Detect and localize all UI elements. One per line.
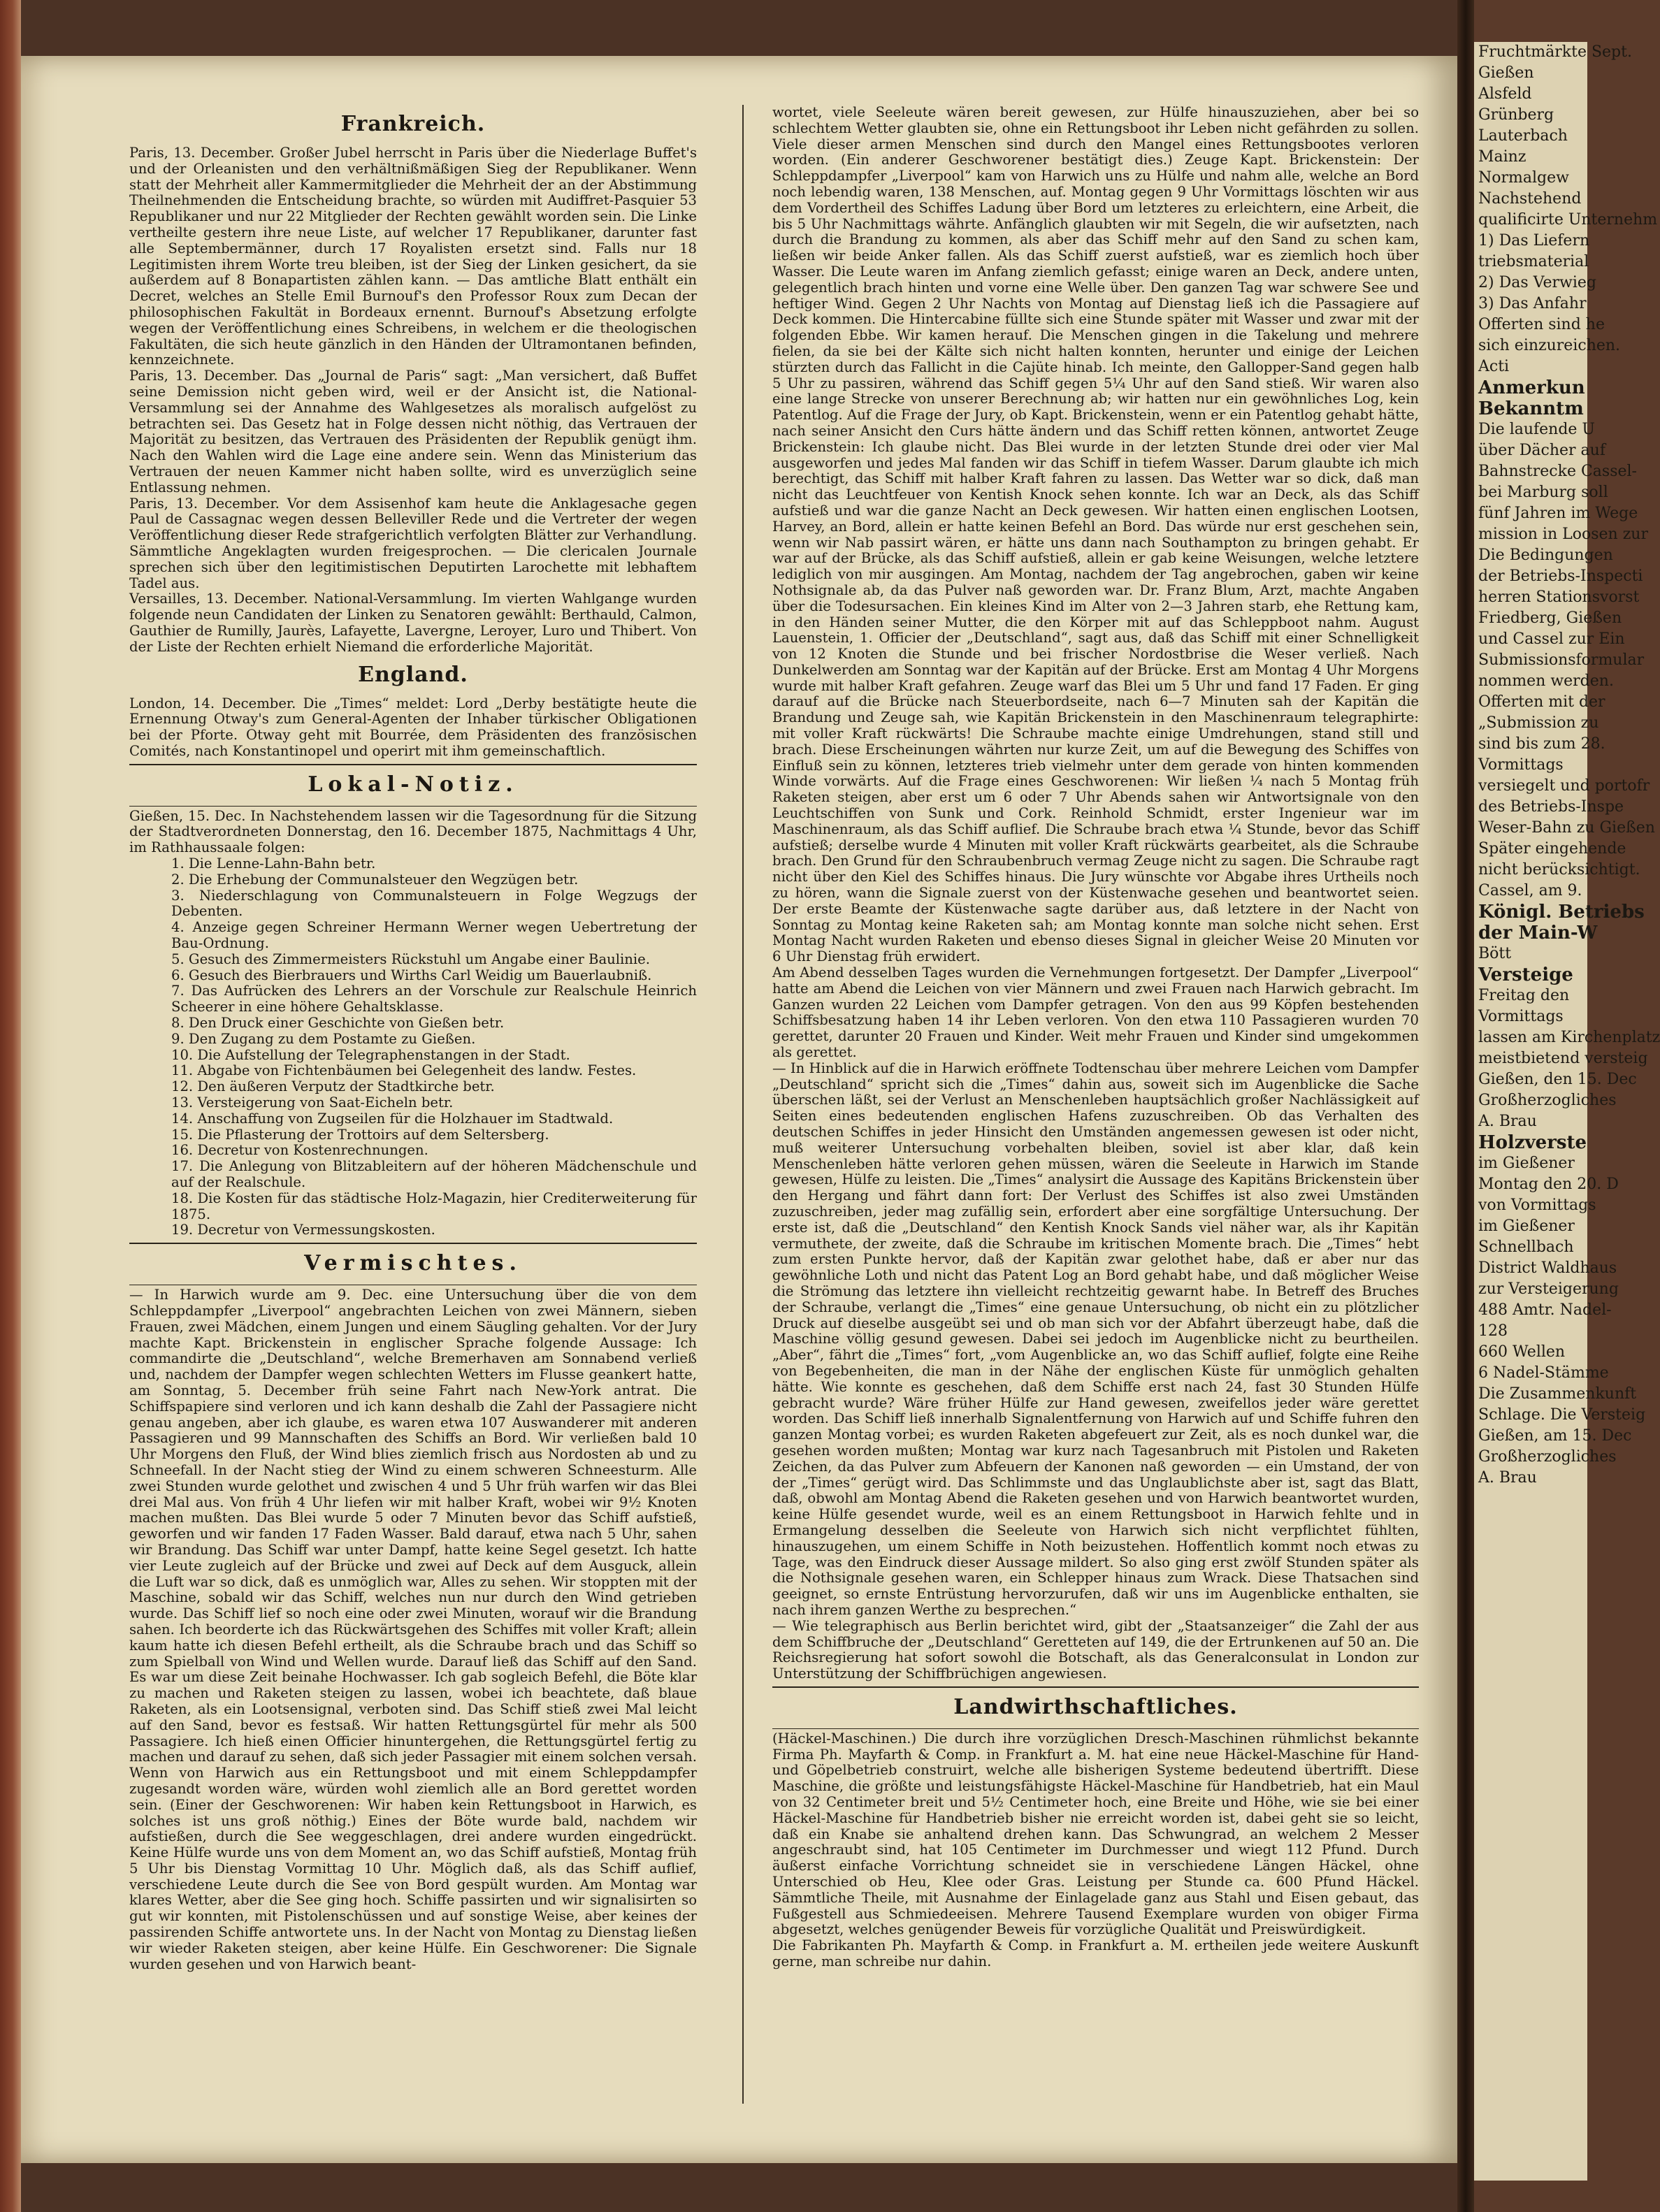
adjacent-page-line: Gießen — [1478, 64, 1534, 82]
adjacent-page-line: versiegelt und portofr — [1478, 777, 1650, 795]
adjacent-page-line: Cassel, am 9. — [1478, 882, 1582, 899]
article-harwich-cont: wortet, viele Seeleute wären bereit gewesen, zur Hülfe hinauszuziehen, aber bei so schlechtem Wetter glaubten sie, ohne ein Rettungsboot ihr Leben nicht gefährden zu sollen. Viele dieser armen Menschen sind durch den Mangel eines Rettungsbootes verloren worden. (Ein anderer Geschworener bestätigt dies.) Zeuge Kapt. Brickenstein: Der Schleppdampfer „Liverpool“ kam von Harwich uns zu Hülfe und nahm alle, welche an Bord noch lebendig waren, 138 Menschen, auf. Montag gegen 9 Uhr Vormittags löschten wir aus dem Vordertheil des Schiffes Ladung über Bord um letzteres zu erleichtern, eine Arbeit, die bis 5 Uhr Nachmittags währte. Anfänglich glaubten wir mit Segeln, die wir aufsetzten, nach durch die Brandung zu kommen, als aber das Schiff mehr auf den Sand zu schen kam, ließen wir beide Anker fallen. Als das Schiff zuerst aufstieß, war es ziemlich hoch über Wasser. Die Leute waren im Anfang ziemlich gefasst; einige waren an Deck, andere unten, gelegentlich brach hinten und vorne eine Welle über. Den ganzen Tag war schwere See und heftiger Wind. Gegen 2 Uhr Nachts von Montag auf Dienstag ließ ich die Passagiere auf Deck kommen. Die Hintercabine füllte sich eine Stunde später mit Wasser und zwar mit der folgenden Ebbe. Wir kamen herauf. Die Menschen gingen in die Takelung und mehrere fielen, da sie bei der Kälte sich nicht halten konnten, herunter und einige der Leichen stürzten durch das Fallicht in die Cajüte hinab. Ich meinte, den Gallopper-Sand gegen halb 5 Uhr zu passiren, während das Schiff gegen 5¼ Uhr auf den Sand stieß. Wir waren also eine lange Strecke von unserer Berechnung ab; wir hatten nur ein gewöhnliches Log, kein Patentlog. Auf die Frage der Jury, ob Kapt. Brickenstein, wenn er ein Patentlog gehabt hätte, nach seiner Ansicht den Curs hätte ändern und das Schiff retten können, antwortet Zeuge Brickenstein: Ich glaube nicht. Das Blei wurde in der letzten Stunde drei oder vier Mal ausgeworfen und jedes Mal fanden wir das Schiff in tiefem Wasser. Darum glaubte ich mich berechtigt, das Schiff mit halber Kraft fahren zu lassen. Das Wetter war so dick, daß man nicht das Leuchtfeuer von Kentish Knock sehen konnte. Ich war an Deck, als das Schiff aufstieß und war die ganze Nacht an Deck gewesen. Wir hatten einen englischen Lootsen, Harvey, an Bord, allein er hatte keinen Befehl an Bord. Das würde nur erst geschehen sein, wenn wir Nab passirt wären, er hätte uns dann nach Southampton zu bringen gehabt. Er war auf der Brücke, als das Schiff aufstieß, allein er gab keine Weisungen, welche letztere lediglich von mir ausgingen. Am Montag, nachdem der Tag angebrochen, gaben wir keine Nothsignale ab, da das Pulver naß geworden war. Dr. Franz Blum, Arzt, machte Angaben über die Todesursachen. Ein kleines Kind im Alter von 2—3 Jahren starb, ehe Rettung kam, in den Händen seiner Mutter, die den Körper mit auf das Schleppboot nahm. August Lauenstein, 1. Officier der „Deutschland“, sagt aus, daß das Schiff mit einer Schnelligkeit von 12 Knoten die Stunde und bei frischer Nordostbrise die Weser verließ. Nach Dunkelwerden am Sonntag war der Kapitän auf der Brücke. Erst am Montag 4 Uhr Morgens wurde mit halber Kraft gefahren. Zeuge warf das Blei um 5 Uhr und fand 17 Faden. Er ging darauf auf die Brücke nach Steuerbordseite, nach 6—7 Minuten sah der Kapitän die Brandung und Zeuge sah, wie Kapitän Brickenstein in den Maschinenraum telegraphirte: mit voller Kraft rückwärts! Die Schraube machte einige Umdrehungen, stand still und brach. Diese Erscheinungen währten nur kurze Zeit, um auf die Bewegung des Schiffes von Einfluß sein zu können, letzteres trieb vielmehr unter dem gerade von hinten kommenden Winde vorwärts. Auf die Frage eines Geschworenen: Wir ließen ¼ nach 5 Montag früh Raketen steigen, aber erst um 6 oder 7 Uhr Abends sahen wir Antwortsignale von den Leuchtschiffen von Sunk und Cork. Reinhold Schmidt, erster Ingenieur war im Maschinenraum, als das Schiff auflief. Die Schraube brach etwa ¼ Stunde, bevor das Schiff aufstieß; derselbe wurde 4 Minuten mit voller Kraft rückwärts gearbeitet, als die Schraube brach. Den Grund für den Schraubenbruch vermag Zeuge nicht zu sagen. Die Schraube ragt nicht über den Kiel des Schiffes hinaus. Die Jury wünschte vor Abgabe ihres Urtheils noch zu hören, wann die Signale zuerst von der Küstenwache gesehen und beantwortet seien. Der erste Beamte der Küstenwache sagte darüber aus, daß letztere in der Nacht von Sonntag zu Montag keine Raketen sah; am Montag konnte man solche nicht sehen. Erst Montag Nacht wurden Raketen und ebenso dieses Signal in gleicher Weise 20 Minuten vor 6 Uhr Dienstag früh erwidert. — [772, 104, 1419, 965]
adjacent-page-line: Die laufende U — [1478, 421, 1595, 438]
agenda-item: 3. Niederschlagung von Communalsteuern in Folge Wegzugs der Debenten. — [171, 887, 697, 920]
column-divider — [742, 105, 744, 2104]
article-paris-2: Paris, 13. December. Das „Journal de Paris“ sagt: „Man versichert, daß Buffet seine Demission nicht geben wird, weil er der Ansicht ist, die National-Versammlung sei der Annahme des Wahlgesetzes als moralisch aufgelöst zu betrachten sei. Das Gesetz hat in Folge dessen nicht nöthig, das Vertrauen der Majorität zu besitzen, das Vertrauen des Präsidenten der Republik genügt ihm. Nach den Wahlen wird die Lage eine andere sein. Wenn das Ministerium das Vertrauen der neuen Kammer nicht haben sollte, wird es unverzüglich seine Entlassung nehmen. — [129, 368, 697, 496]
adjacent-page-line: von Vormittags — [1478, 1197, 1596, 1214]
agenda-item: 6. Gesuch des Bierbrauers und Wirths Carl Weidig um Bauerlaubniß. — [171, 967, 652, 983]
adjacent-page-line: sich einzureichen. — [1478, 337, 1621, 354]
agenda-item: 15. Die Pflasterung der Trottoirs auf dem Seltersberg. — [171, 1126, 549, 1143]
adjacent-page-line: und Cassel zur Ein — [1478, 630, 1625, 648]
section-heading-vermischtes: Vermischtes. — [304, 1251, 522, 1276]
agenda-item: 14. Anschaffung von Zugseilen für die Holzhauer im Stadtwald. — [171, 1110, 614, 1127]
adjacent-page-line: Großherzogliches — [1478, 1092, 1617, 1109]
adjacent-page-line: Weser-Bahn zu Gießen — [1478, 819, 1655, 837]
adjacent-page-line: Freitag den — [1478, 987, 1570, 1004]
agenda-list — [129, 856, 697, 1238]
adjacent-page-line: District Waldhaus — [1478, 1259, 1617, 1277]
article-harwich: — In Harwich wurde am 9. Dec. eine Untersuchung über die von dem Schleppdampfer „Liverpool“ angebrachten Leichen von zwei Männern, sieben Frauen, zwei Mädchen, einem Jungen und einem Säugling gehalten. Vor der Jury machte Kapt. Brickenstein in englischer Sprache folgende Aussage: Ich commandirte die „Deutschland“, welche Bremerhaven am Sonnabend verließ und, nachdem der Dampfer wegen schlechten Wetters im Flusse geankert hatte, am Sonntag, 5. December früh seine Fahrt nach New-York antrat. Die Schiffspapiere sind verloren und ich kann deshalb die Zahl der Passagiere nicht genau angeben, aber ich glaube, es waren etwa 107 Auswanderer mit anderen Passagieren und 99 Mannschaften des Schiffs an Bord. Wir verließen bald 10 Uhr Morgens den Fluß, der Wind blies ziemlich frisch aus Nordosten ab und zu Schneefall. In der Nacht stieg der Wind zu einem schweren Schneesturm. Alle zwei Stunden wurde gelothet und zwischen 4 und 5 Uhr früh warfen wir das Blei drei Mal aus. Von früh 4 Uhr liefen wir mit halber Kraft, wobei wir 9½ Knoten machen mußten. Das Blei wurde 5 oder 7 Minuten bevor das Schiff aufstieß, geworfen und wir fanden 17 Faden Wasser. Bald darauf, etwa nach 5 Uhr, sahen wir Brandung. Das Schiff war unter Dampf, hatte keine Segel gesetzt. Ich hatte vier Leute zugleich auf der Brücke und zwei auf Deck auf dem Ausguck, allein die Luft war so dick, daß es unmöglich war, Alles zu sehen. Wir stoppten mit der Maschine, sobald wir das Schiff, welches nun nur durch den Wind getrieben wurde. Das Schiff lief so noch eine oder zwei Minuten, worauf wir die Brandung sahen. Ich beorderte ich das Rückwärtsgehen des Schiffes mit voller Kraft; allein kaum hatte ich diesen Befehl ertheilt, als die Schraube brach und das Schiff so zum Spielball von Wind und Wellen wurde. Darauf ließ das Schiff auf den Sand. Es war um diese Zeit beinahe Hochwasser. Ich gab sogleich Befehl, die Böte klar zu machen und Raketen steigen zu lassen, wobei ich beachtete, daß blaue Raketen, als ein Lootsensignal, verboten sind. Das Schiff stieß zwei Mal leicht auf den Sand, bevor es festsaß. Wir hatten Rettungsgürtel für mehr als 500 Passagiere. Ich hieß einen Officier hinuntergehen, die Rettungsgürtel fertig zu machen und darauf zu sehen, daß sich jeder Passagier mit einem solchen versah. Wenn von Harwich aus ein Rettungsboot und mit einem Schleppdampfer zugesandt worden wäre, würden wohl ziemlich alle an Bord gerettet worden sein. (Einer der Geschworenen: Wir haben kein Rettungsboot in Harwich, es solches ist uns groß nöthig.) Eines der Böte wurde bald, nachdem wir aufstießen, durch die See weggeschlagen, drei andere wurden eingedrückt. Keine Hülfe wurde uns von dem Moment an, wo das Schiff aufstieß, Montag früh 5 Uhr bis Dienstag Vormittag 10 Uhr. Möglich daß, als das Schiff auflief, verschiedene Leute durch die See von Bord gespült wurden. Am Montag war klares Wetter, aber die See ging hoch. Schiffe passirten und wir signalisirten so gut wir konnten, mit Pistolenschüssen und auf sonstige Weise, aber keines der passirenden Schiffe antwortete uns. In der Nacht von Montag zu Dienstag ließen wir wieder Raketen steigen, aber keine Hülfe. Ein Geschworener: Die Signale wurden gesehen und von Harwich beant- — [129, 1287, 697, 1972]
divider-rule — [129, 764, 697, 765]
adjacent-page-line: A. Brau — [1478, 1113, 1537, 1130]
adjacent-page-line: Versteige — [1478, 964, 1573, 985]
adjacent-page-line: herren Stationsvorst — [1478, 588, 1640, 606]
adjacent-page-line: qualificirte Unternehm — [1478, 211, 1658, 229]
adjacent-page-line: zur Versteigerung — [1478, 1280, 1619, 1298]
adjacent-page-line: Schnellbach — [1478, 1238, 1574, 1256]
divider-rule — [129, 1243, 697, 1244]
adjacent-page-line: Fruchtmärkte Sept. — [1478, 43, 1632, 61]
adjacent-page-line: bei Marburg soll — [1478, 484, 1608, 501]
lokal-intro: Gießen, 15. Dec. In Nachstehendem lassen wir die Tagesordnung für die Sitzung der Stadtverordneten Donnerstag, den 16. December 1875, Nachmittags 4 Uhr, im Rathhaussaale folgen: — [129, 807, 697, 856]
divider-rule — [129, 806, 697, 807]
adjacent-page-line: der Betriebs-Inspecti — [1478, 568, 1643, 585]
adjacent-page-line: Schlage. Die Versteig — [1478, 1406, 1646, 1424]
adjacent-page-line: Bekanntm — [1478, 398, 1584, 419]
adjacent-page-line: Gießen, den 15. Dec — [1478, 1071, 1637, 1088]
article-berlin-telegram: — Wie telegraphisch aus Berlin berichtet wird, gibt der „Staatsanzeiger“ die Zahl der aus dem Schiffbruche der „Deutschland“ Geretteten auf 149, die der Ertrunkenen auf 50 an. Die Reichsregierung hat sofort sowohl die Botschaft, als das Generalconsulat in London zur Unterstützung der Schiffbrüchigen angewiesen. — [772, 1617, 1419, 1682]
adjacent-page-line: lassen am Kirchenplatz — [1478, 1029, 1660, 1046]
adjacent-page-line: Friedberg, Gießen — [1478, 609, 1622, 627]
adjacent-page-line: Submissionsformular — [1478, 651, 1645, 669]
divider-rule — [772, 1728, 1419, 1729]
agenda-item: 13. Versteigerung von Saat-Eicheln betr. — [171, 1094, 454, 1111]
adjacent-page-line: Königl. Betriebs — [1478, 902, 1645, 923]
adjacent-page-line: sind bis zum 28. — [1478, 735, 1605, 753]
page-bottom-edge — [21, 2163, 1457, 2212]
adjacent-page-line: Alsfeld — [1478, 85, 1532, 103]
agenda-item: 2. Die Erhebung der Communalsteuer den Wegzügen betr. — [171, 871, 579, 888]
article-evening-hearing: Am Abend desselben Tages wurden die Vernehmungen fortgesetzt. Der Dampfer „Liverpool“ hatte am Abend die Leichen von vier Männern und zwei Frauen nach Harwich gebracht. Im Ganzen wurden 22 Leichen vom Dampfer getragen. Von den aus 99 Köpfen bestehenden Schiffsbesatzung haben 14 ihr Leben verloren. Von den etwa 110 Passagieren wurden 70 gerettet, darunter 20 Frauen und Kinder. Weit mehr Frauen und Kinder sind umgekommen als gerettet. — [772, 964, 1419, 1061]
divider-rule — [772, 1686, 1419, 1688]
adjacent-page-line: nicht berücksichtigt. — [1478, 861, 1640, 879]
adjacent-page-line: Vormittags — [1478, 1008, 1564, 1025]
adjacent-page-line: 660 Wellen — [1478, 1343, 1566, 1361]
left-column — [129, 105, 697, 1972]
article-paris-1: Paris, 13. December. Großer Jubel herrscht in Paris über die Niederlage Buffet's und der Orleanisten und den verhältnißmäßigen Sieg der Republikaner. Wenn statt der Mehrheit aller Kammermitglieder die Mehrheit der an der Abstimmung Theilnehmenden die Entscheidung brachte, so würden mit Audiffret-Pasquier 53 Republikaner und nur 22 Mitglieder der Rechten gewählt worden sein. Die Linke vertheilte gestern ihre neue Liste, auf welcher 17 Republikaner, darunter fast alle Septembermänner, durch 17 Royalisten ersetzt sind. Falls nur 18 Legitimisten ihrem Worte treu bleiben, ist der Sieg der Linken gesichert, da sie außerdem auf 8 Bonapartisten zählen kann. — Das amtliche Blatt enthält ein Decret, welches an Stelle Emil Burnouf's den Professor Roux zum Decan der philosophischen Fakultät in Bordeaux ernennt. Burnouf's Absetzung erfolgte wegen der Veröffentlichung eines Schreibens, in welchem er die theologischen Fakultäten, die sich heute gänzlich in den Händen der Ultramontanen befinden, kennzeichnete. — [129, 145, 697, 368]
agenda-item: 8. Den Druck einer Geschichte von Gießen betr. — [171, 1015, 505, 1032]
section-heading-landwirthschaft: Landwirthschaftliches. — [953, 1694, 1238, 1719]
adjacent-page-line: A. Brau — [1478, 1469, 1537, 1487]
article-london: London, 14. December. Die „Times“ meldet: Lord „Derby bestätigte heute die Ernennung Otway's zum General-Agenten der Inhaber türkischer Obligationen bei der Pforte. Otway geht mit Bourrée, dem Präsidenten des französischen Comités, nach Konstantinopel und operirt mit ihm gemeinschaftlich. — [129, 695, 697, 759]
adjacent-page-line: Acti — [1478, 358, 1510, 375]
adjacent-page-line: Die Zusammenkunft — [1478, 1385, 1637, 1403]
book-gutter — [1457, 0, 1474, 2212]
adjacent-page-line: 2) Das Verwieg — [1478, 274, 1596, 291]
adjacent-page-line: 6 Nadel-Stämme — [1478, 1364, 1609, 1382]
right-column — [772, 105, 1419, 1970]
adjacent-page-line: Anmerkun — [1478, 377, 1585, 398]
adjacent-page-line: meistbietend versteig — [1478, 1050, 1648, 1067]
adjacent-page-line: mission in Loosen zur — [1478, 526, 1648, 543]
adjacent-page-line: fünf Jahren im Wege — [1478, 505, 1638, 522]
adjacent-page-line: Großherzogliches — [1478, 1448, 1617, 1466]
adjacent-page-line: Normalgew — [1478, 169, 1569, 187]
adjacent-page-line: Offerten mit der — [1478, 693, 1605, 711]
agenda-item: 10. Die Aufstellung der Telegraphenstangen in der Stadt. — [171, 1046, 570, 1063]
article-versailles: Versailles, 13. December. National-Versammlung. Im vierten Wahlgange wurden folgende neun Candidaten der Linken zu Senatoren gewählt: Berthauld, Calmon, Gauthier de Rumilly, Jaurès, Lafayette, Lavergne, Leroyer, Luro und Thibert. Von der Liste der Rechten erhielt Niemand die erforderliche Majorität. — [129, 591, 697, 655]
adjacent-page-line: im Gießener — [1478, 1155, 1575, 1172]
article-times-commentary: — In Hinblick auf die in Harwich eröffnete Todtenschau über mehrere Leichen vom Dampfer „Deutschland“ spricht sich die „Times“ dahin aus, soweit sich im Augenblicke die Sache überschen läßt, sei der Verlust an Menschenleben hauptsächlich großer Nachlässigkeit auf Seiten eines bedeutenden englischen Hafens zuzuschreiben. Ob das Verhalten des deutschen Schiffes in jeder Hinsicht den Umständen angemessen gewesen ist oder nicht, muß weiterer Untersuchung vorbehalten bleiben, soviel ist aber klar, daß kein Menschenleben hätte verloren gehen müssen, wären die Seeleute in Harwich im Stande gewesen, Hülfe zu leisten. Die „Times“ analysirt die Aussage des Kapitäns Brickenstein über den Hergang und fährt dann fort: Der Verlust des Schiffes ist also zwei Umständen zuzuschreiben, jeder mag zufällig sein, erfordert aber eine sorgfältige Untersuchung. Der erste ist, daß die „Deutschland“ den Kentish Knock Sands viel näher war, als ihr Kapitän vermuthete, der zweite, daß die Schraube im kritischen Momente brach. Die „Times“ hebt zum ersten Punkte hervor, daß der Kapitän zwar gelothet habe, daß er aber nur das gewöhnliche Loth und nicht das Patent Log an Bord gehabt habe, und daß möglicher Weise die Strömung das letztere ihn vielleicht rechtzeitig gewarnt habe. In Betreff des Bruches der Schraube, verlangt die „Times“ eine genaue Untersuchung, ob nicht ein zu plötzlicher Druck auf dieselbe ausgeübt sei und ob man sich vor der Abfahrt überzeugt habe, daß die Maschine völlig gesund gewesen. Dabei sei jedoch im Augenblicke nicht zu beurtheilen. „Aber“, fährt die „Times“ fort, „vom Augenblicke an, wo das Schiff auflief, folgte eine Reihe von Begebenheiten, die man in der Nähe der englischen Küste für unmöglich gehalten hätte. Wie konnte es geschehen, daß dem Schiffe erst nach 24, fast 30 Stunden Hülfe gebracht wurde? Wäre früher Hülfe zur Hand gewesen, zweifellos jeder wäre gerettet worden. Das Schiff ließ innerhalb Signalentfernung von Harwich auf und Schiffe fuhren den ganzen Montag vorbei; es wurden Raketen abgefeuert zur Zeit, als es noch dunkel war, die gesehen worden mußten; Montag war kurz nach Tagesanbruch mit Pistolen und Raketen Zeichen, da das Pulver zum Abfeuern der Kanonen naß geworden — ein Umstand, der von der „Times“ gerügt wird. Das Schlimmste und das Unglaublichste aber ist, sagt das Blatt, daß, obwohl am Montag Abend die Raketen gesehen und von Harwich beantwortet wurden, keine Hülfe gesendet wurde, weil es an einem Rettungsboot in Harwich fehlte und in Ermangelung desselben die Seeleute von Harwich sich nicht verpflichtet fühlten, hinauszugehen, um einem Schiffe in Noth beizustehen. Hoffentlich kommt noch etwas zu Tage, was den Eindruck dieser Aussage mildert. So also ging erst zwölf Stunden später als die Nothsignale gesehen waren, ein Schlepper hinaus zum Wrack. Diese Thatsachen sind geeignet, so ernste Entrüstung hervorzurufen, daß wir uns im Augenblicke enthalten, sie nach ihrem ganzen Werthe zu besprechen.“ — [772, 1060, 1419, 1618]
agenda-item: 16. Decretur von Kostenrechnungen. — [171, 1142, 428, 1159]
adjacent-page-line: Montag den 20. D — [1478, 1176, 1619, 1193]
agenda-item: 11. Abgabe von Fichtenbäumen bei Gelegenheit des landw. Festes. — [171, 1062, 637, 1079]
adjacent-page-text — [1474, 42, 1660, 1489]
adjacent-page-line: „Submission zu — [1478, 714, 1599, 732]
adjacent-page-line: Nachstehend — [1478, 190, 1582, 208]
adjacent-page-line: im Gießener — [1478, 1217, 1575, 1235]
agenda-item: 7. Das Aufrücken des Lehrers an der Vorschule zur Realschule Heinrich Scheerer in eine höhere Gehaltsklasse. — [171, 983, 697, 1015]
section-heading-lokal: Lokal-Notiz. — [308, 772, 519, 797]
adjacent-page-line: Bött — [1478, 945, 1512, 962]
adjacent-page-line: Offerten sind he — [1478, 316, 1605, 333]
section-heading-france: Frankreich. — [340, 112, 486, 136]
article-haeckel-contact: Die Fabrikanten Ph. Mayfarth & Comp. in Frankfurt a. M. ertheilen jede weitere Auskunft gerne, man schreibe nur dahin. — [772, 1937, 1419, 1970]
adjacent-page-line: 3) Das Anfahr — [1478, 295, 1587, 312]
agenda-item: 12. Den äußeren Verputz der Stadtkirche betr. — [171, 1078, 495, 1095]
adjacent-page-line: Lauterbach — [1478, 127, 1568, 145]
adjacent-page-line: des Betriebs-Inspe — [1478, 798, 1624, 816]
agenda-item: 18. Die Kosten für das städtische Holz-Magazin, hier Crediterweiterung für 1875. — [171, 1190, 697, 1222]
agenda-item: 5. Gesuch des Zimmermeisters Rückstuhl um Angabe einer Baulinie. — [171, 950, 650, 967]
adjacent-page-line: 1) Das Liefern — [1478, 232, 1590, 250]
adjacent-page-line: 488 Amtr. Nadel- — [1478, 1301, 1612, 1319]
adjacent-page-line: Bahnstrecke Cassel- — [1478, 463, 1637, 480]
adjacent-page-line: Mainz — [1478, 148, 1527, 166]
book-spine — [0, 0, 21, 2212]
adjacent-page-line: Vormittags — [1478, 756, 1564, 774]
adjacent-page-line: triebsmaterial — [1478, 253, 1589, 270]
agenda-item: 19. Decretur von Vermessungskosten. — [171, 1222, 435, 1238]
adjacent-page-line: nommen werden. — [1478, 672, 1614, 690]
adjacent-page-line: der Main-W — [1478, 923, 1598, 944]
article-haeckel-maschinen: (Häckel-Maschinen.) Die durch ihre vorzüglichen Dresch-Maschinen rühmlichst bekannte Firma Ph. Mayfarth & Comp. in Frankfurt a. M. hat eine neue Häckel-Maschine für Hand- und Göpelbetrieb construirt, welche alle bisherigen Systeme bedeutend übertrifft. Diese Maschine, die größte und leistungsfähigste Häckel-Maschine für Handbetrieb, hat ein Maul von 32 Centimeter breit und 5½ Centimeter hoch, eine Breite und Höhe, wie sie bei einer Häckel-Maschine für Handbetrieb bisher nie erreicht worden ist, dabei geht sie so leicht, daß ein Knabe sie anhaltend drehen kann. Das Schwungrad, an welchem 2 Messer angeschraubt sind, hat 105 Centimeter im Durchmesser und wiegt 112 Pfund. Durch äußerst einfache Vorrichtung schneidet sie in verschiedene Längen Häckel, ohne Unterschied ob Heu, Klee oder Gras. Leistung per Stunde ca. 600 Pfund Häckel. Sämmtliche Theile, mit Ausnahme der Einlagelade ganz aus Stahl und Eisen gebaut, das Fußgestell aus Schmiedeeisen. Mehrere Tausend Exemplare wurden von obiger Firma abgesetzt, welches genügender Beweis für vorzügliche Qualität und Preiswürdigkeit. — [772, 1730, 1419, 1938]
adjacent-page-line: Die Bedingungen — [1478, 547, 1613, 564]
adjacent-page-line: Später eingehende — [1478, 840, 1626, 858]
agenda-item: 1. Die Lenne-Lahn-Bahn betr. — [171, 855, 376, 872]
article-paris-3: Paris, 13. December. Vor dem Assisenhof kam heute die Anklagesache gegen Paul de Cassagnac wegen dessen Belleviller Rede und die Vertreter der wegen Veröffentlichung dieser Rede strafgerichtlich verfolgten Blätter zur Verhandlung. Sämmtliche Angeklagten wurden freigesprochen. — Die clericalen Journale sprechen sich über den legitimistischen Deputirten Larochette mit lebhaftem Tadel aus. — [129, 495, 697, 591]
agenda-item: 4. Anzeige gegen Schreiner Hermann Werner wegen Uebertretung der Bau-Ordnung. — [171, 919, 697, 952]
section-heading-england: England. — [358, 662, 468, 687]
agenda-item: 9. Den Zugang zu dem Postamte zu Gießen. — [171, 1030, 476, 1047]
adjacent-page-line: Grünberg — [1478, 106, 1554, 124]
adjacent-page-line: Gießen, am 15. Dec — [1478, 1427, 1632, 1445]
adjacent-page-line: 128 — [1478, 1322, 1508, 1340]
adjacent-page-line: über Dächer auf — [1478, 442, 1605, 459]
page-top-edge — [21, 0, 1457, 56]
adjacent-page-line: Holzverste — [1478, 1132, 1587, 1153]
adjacent-page — [1474, 42, 1660, 2181]
agenda-item: 17. Die Anlegung von Blitzableitern auf der höheren Mädchenschule und auf der Realschule. — [171, 1158, 697, 1191]
